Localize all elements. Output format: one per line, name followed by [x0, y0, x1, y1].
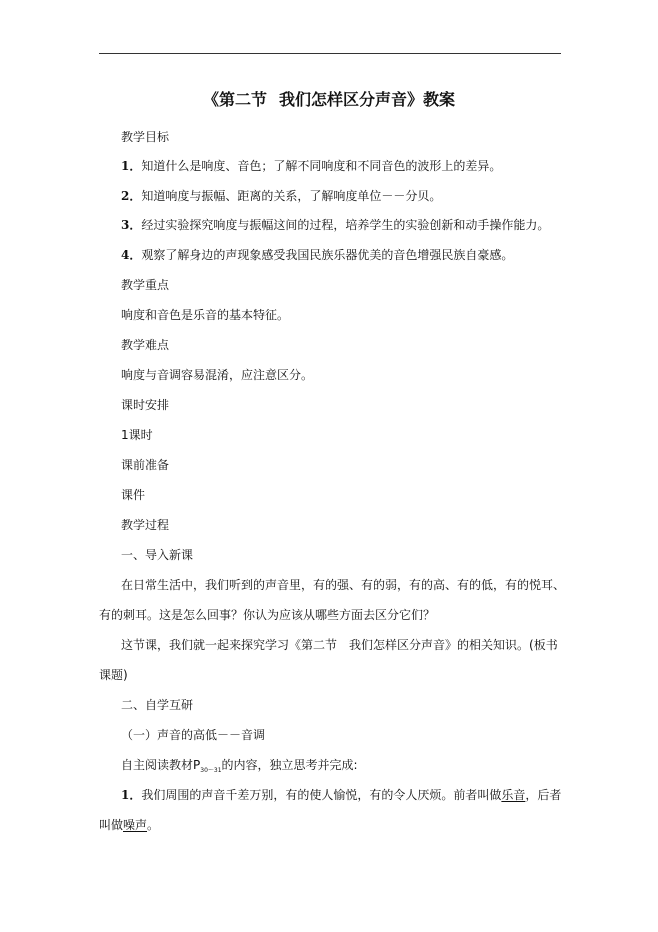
question-1-text-b: ，后者	[525, 788, 562, 802]
question-1-text-c: 叫做	[99, 818, 124, 832]
objective-3-text: 经过实验探究响度与振幅这间的过程，培养学生的实验创新和动手操作能力。	[141, 218, 550, 232]
objective-4-text: 观察了解身边的声现象感受我国民族乐器优美的音色增强民族自豪感。	[141, 248, 514, 262]
question-1-line-1	[121, 787, 561, 803]
objective-1-number: 1．	[121, 159, 142, 173]
reading-suffix: 的内容，独立思考并完成:	[221, 758, 358, 772]
pitch-heading: （一）声音的高低－－音调	[121, 728, 266, 742]
key-points-text: 响度和音色是乐音的基本特征。	[121, 308, 290, 322]
intro-paragraph-1-line-1: 在日常生活中，我们听到的声音里，有的强、有的弱，有的高、有的低，有的悦耳、	[121, 578, 566, 592]
title-part-2: 我们怎样区分声音》教案	[279, 90, 456, 109]
key-points-heading: 教学重点	[121, 278, 170, 292]
schedule-heading: 课时安排	[121, 398, 170, 412]
reading-prefix: 自主阅读教材P	[121, 758, 201, 772]
header-rule	[99, 53, 561, 54]
preparation-heading: 课前准备	[121, 458, 170, 472]
objective-3	[121, 217, 549, 233]
intro-paragraph-2-line-1	[121, 637, 558, 653]
intro-p2-part-a: 这节课，我们就一起来探究学习《第二节	[121, 638, 338, 652]
question-1-text-a: 我们周围的声音千差万别，有的使人愉悦，有的令人厌烦。前者叫做	[141, 788, 502, 802]
objectives-heading: 教学目标	[121, 130, 170, 144]
question-1-text-d: 。	[147, 818, 160, 832]
objective-4	[121, 247, 513, 263]
question-1-number: 1．	[121, 788, 142, 802]
objective-1	[121, 158, 501, 174]
intro-p2-part-b: 我们怎样区分声音》的相关知识。(板书	[349, 638, 558, 652]
intro-paragraph-2-line-2: 课题)	[99, 668, 128, 682]
question-1-line-2	[99, 817, 159, 833]
document-title	[0, 89, 658, 111]
objective-3-number: 3．	[121, 218, 142, 232]
title-part-1: 《第二节	[202, 90, 267, 109]
preparation-text: 课件	[121, 488, 146, 502]
objective-1-text: 知道什么是响度、音色；了解不同响度和不同音色的波形上的差异。	[141, 159, 502, 173]
reading-pages: 30～31	[200, 767, 222, 774]
objective-2-text: 知道响度与振幅、距离的关系，了解响度单位－－分贝。	[141, 189, 442, 203]
answer-music-sound: 乐音	[501, 788, 526, 802]
intro-paragraph-1-line-2: 有的刺耳。这是怎么回事？你认为应该从哪些方面去区分它们？	[99, 608, 436, 622]
answer-noise: 噪声	[123, 818, 148, 832]
schedule-text: 1课时	[121, 428, 153, 442]
reading-instruction	[121, 757, 358, 779]
objective-4-number: 4．	[121, 248, 142, 262]
study-heading: 二、自学互研	[121, 698, 194, 712]
objective-2-number: 2．	[121, 189, 142, 203]
difficulties-text: 响度与音调容易混淆，应注意区分。	[121, 368, 314, 382]
process-heading: 教学过程	[121, 518, 170, 532]
objective-2	[121, 188, 441, 204]
intro-heading: 一、导入新课	[121, 548, 194, 562]
difficulties-heading: 教学难点	[121, 338, 170, 352]
